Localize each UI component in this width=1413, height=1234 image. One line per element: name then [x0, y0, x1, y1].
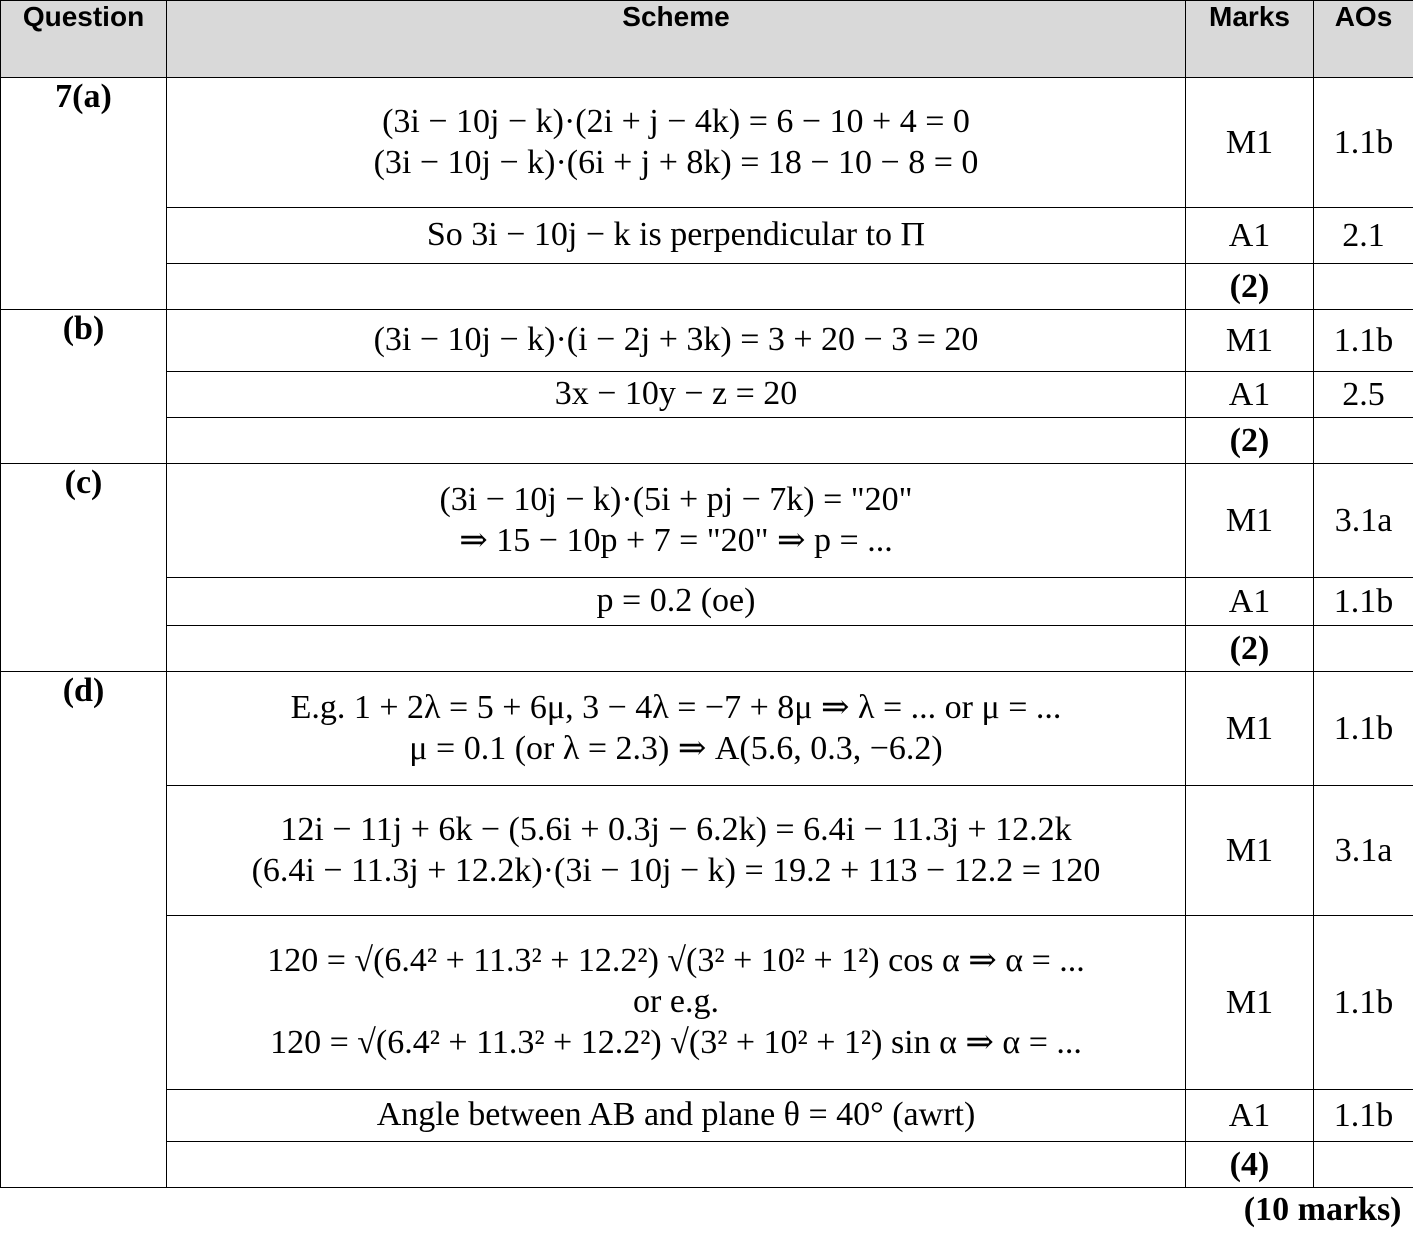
mark-scheme-body — [1, 78, 1413, 1233]
part-total-marks: (4) — [1186, 1142, 1314, 1188]
subtotal-row — [1, 264, 1413, 310]
question-label: (c) — [1, 464, 167, 672]
question-label: (d) — [1, 672, 167, 1188]
blank-cell — [1314, 626, 1413, 672]
scheme-cell — [167, 916, 1186, 1090]
mark-cell: A1 — [1186, 578, 1314, 626]
scheme-cell — [167, 78, 1186, 208]
table-row — [1, 208, 1413, 264]
header-scheme: Scheme — [167, 1, 1186, 78]
scheme-line: 120 = √(6.4² + 11.3² + 12.2²) √(3² + 10² + 1²) sin α ⇒ α = ... — [270, 1023, 1082, 1061]
table-row — [1, 578, 1413, 626]
scheme-line: (3i − 10j − k)·(5i + pj − 7k) = "20" — [439, 480, 913, 518]
subtotal-row — [1, 1142, 1413, 1188]
table-row — [1, 672, 1413, 786]
mark-cell: M1 — [1186, 786, 1314, 916]
ao-cell: 1.1b — [1314, 916, 1413, 1090]
subtotal-row — [1, 626, 1413, 672]
blank-cell — [167, 1142, 1186, 1188]
mark-cell: A1 — [1186, 208, 1314, 264]
table-row — [1, 916, 1413, 1090]
mark-cell: M1 — [1186, 464, 1314, 578]
scheme-line: 120 = √(6.4² + 11.3² + 12.2²) √(3² + 10² + 1²) cos α ⇒ α = ... — [267, 942, 1085, 980]
mark-cell: A1 — [1186, 1090, 1314, 1142]
part-total-marks: (2) — [1186, 626, 1314, 672]
ao-cell: 1.1b — [1314, 1090, 1413, 1142]
footer-row — [1, 1188, 1413, 1233]
scheme-line: (3i − 10j − k)·(i − 2j + 3k) = 3 + 20 − 3 = 20 — [373, 321, 979, 359]
subtotal-row — [1, 418, 1413, 464]
scheme-line: (6.4i − 11.3j + 12.2k)·(3i − 10j − k) = 19.2 + 113 − 12.2 = 120 — [251, 851, 1101, 889]
scheme-cell — [167, 208, 1186, 264]
grand-total: (10 marks) — [1, 1188, 1413, 1233]
scheme-line: So 3i − 10j − k is perpendicular to Π — [426, 216, 926, 254]
scheme-cell — [167, 672, 1186, 786]
ao-cell: 3.1a — [1314, 786, 1413, 916]
header-row — [1, 1, 1413, 78]
table-row — [1, 1090, 1413, 1142]
scheme-cell — [167, 578, 1186, 626]
part-total-marks: (2) — [1186, 418, 1314, 464]
table-row — [1, 786, 1413, 916]
mark-cell: M1 — [1186, 310, 1314, 372]
question-label: (b) — [1, 310, 167, 464]
ao-cell: 3.1a — [1314, 464, 1413, 578]
scheme-line: Angle between AB and plane θ = 40° (awrt) — [376, 1096, 976, 1134]
scheme-line: ⇒ 15 − 10p + 7 = "20" ⇒ p = ... — [459, 521, 893, 559]
mark-cell: M1 — [1186, 672, 1314, 786]
question-label: 7(a) — [1, 78, 167, 310]
ao-cell: 1.1b — [1314, 672, 1413, 786]
blank-cell — [167, 418, 1186, 464]
mark-cell: M1 — [1186, 916, 1314, 1090]
scheme-cell — [167, 1090, 1186, 1142]
scheme-cell — [167, 786, 1186, 916]
ao-cell: 1.1b — [1314, 578, 1413, 626]
blank-cell — [167, 626, 1186, 672]
part-total-marks: (2) — [1186, 264, 1314, 310]
table-row — [1, 372, 1413, 418]
ao-cell: 2.1 — [1314, 208, 1413, 264]
scheme-line: p = 0.2 (oe) — [596, 582, 756, 620]
mark-cell: A1 — [1186, 372, 1314, 418]
ao-cell: 1.1b — [1314, 78, 1413, 208]
scheme-line: or e.g. — [633, 983, 719, 1021]
scheme-line: 3x − 10y − z = 20 — [554, 375, 798, 413]
blank-cell — [167, 264, 1186, 310]
blank-cell — [1314, 264, 1413, 310]
header-question: Question — [1, 1, 167, 78]
scheme-line: (3i − 10j − k)·(2i + j − 4k) = 6 − 10 + 4 = 0 — [382, 102, 970, 140]
scheme-cell — [167, 464, 1186, 578]
scheme-line: (3i − 10j − k)·(6i + j + 8k) = 18 − 10 − 8 = 0 — [373, 143, 979, 181]
scheme-line: E.g. 1 + 2λ = 5 + 6μ, 3 − 4λ = −7 + 8μ ⇒ λ = ... or μ = ... — [290, 688, 1062, 726]
mark-cell: M1 — [1186, 78, 1314, 208]
scheme-cell — [167, 372, 1186, 418]
table-row — [1, 310, 1413, 372]
blank-cell — [1314, 418, 1413, 464]
table-row — [1, 78, 1413, 208]
header-aos: AOs — [1314, 1, 1413, 78]
scheme-line: 12i − 11j + 6k − (5.6i + 0.3j − 6.2k) = 6.4i − 11.3j + 12.2k — [280, 810, 1072, 848]
scheme-cell — [167, 310, 1186, 372]
ao-cell: 2.5 — [1314, 372, 1413, 418]
scheme-line: μ = 0.1 (or λ = 2.3) ⇒ A(5.6, 0.3, −6.2) — [409, 729, 943, 767]
blank-cell — [1314, 1142, 1413, 1188]
ao-cell: 1.1b — [1314, 310, 1413, 372]
table-row — [1, 464, 1413, 578]
header-marks: Marks — [1186, 1, 1314, 78]
